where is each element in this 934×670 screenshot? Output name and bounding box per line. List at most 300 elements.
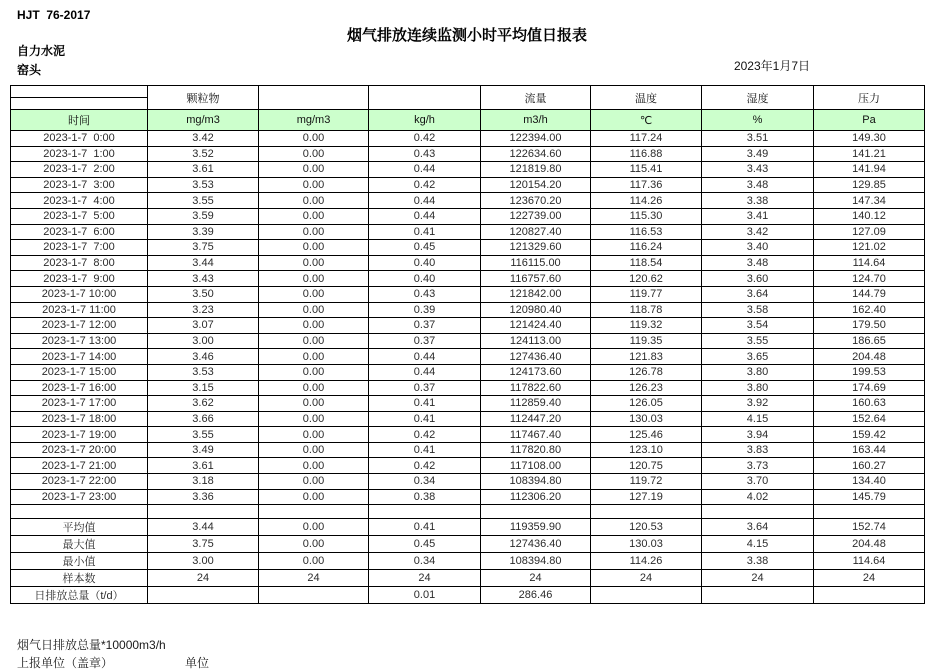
table-row [11,333,925,349]
value-cell: 204.48 [814,349,925,365]
summary-value-cell [702,587,814,604]
value-cell: 122634.60 [481,146,591,162]
time-cell: 2023-1-7 7:00 [11,240,148,256]
table-row [11,208,925,224]
value-cell: 0.00 [259,255,369,271]
value-cell: 159.42 [814,427,925,443]
value-cell: 3.00 [148,333,259,349]
summary-value-cell: 24 [481,570,591,587]
col-header-blank-3 [369,86,481,110]
summary-value-cell: 3.64 [702,519,814,536]
time-cell: 2023-1-7 14:00 [11,349,148,365]
value-cell: 0.00 [259,396,369,412]
unit-header-row [11,110,925,131]
value-cell: 3.42 [148,131,259,147]
table-row [11,302,925,318]
value-cell: 117820.80 [481,442,591,458]
value-cell: 0.45 [369,240,481,256]
value-cell: 127436.40 [481,349,591,365]
value-cell: 3.94 [702,427,814,443]
time-cell: 2023-1-7 22:00 [11,474,148,490]
value-cell: 162.40 [814,302,925,318]
hourly-data-body [11,131,925,505]
value-cell: 121424.40 [481,318,591,334]
time-cell: 2023-1-7 6:00 [11,224,148,240]
value-cell: 3.18 [148,474,259,490]
footer-total-note: 烟气日排放总量*10000m3/h [17,638,166,652]
time-cell: 2023-1-7 12:00 [11,318,148,334]
value-cell: 117.24 [591,131,702,147]
value-cell: 0.39 [369,302,481,318]
value-cell: 0.00 [259,131,369,147]
value-cell: 0.00 [259,318,369,334]
table-row [11,177,925,193]
value-cell: 122739.00 [481,208,591,224]
summary-value-cell: 24 [591,570,702,587]
value-cell: 3.40 [702,240,814,256]
value-cell: 116115.00 [481,255,591,271]
value-cell: 0.44 [369,162,481,178]
report-unit-label: 上报单位（盖章） [17,656,114,670]
value-cell: 0.34 [369,474,481,490]
summary-value-cell: 127436.40 [481,536,591,553]
summary-value-cell: 0.01 [369,587,481,604]
time-cell: 2023-1-7 4:00 [11,193,148,209]
value-cell: 121842.00 [481,286,591,302]
value-cell: 3.61 [148,458,259,474]
time-cell: 2023-1-7 3:00 [11,177,148,193]
summary-row [11,587,925,604]
time-cell: 2023-1-7 5:00 [11,208,148,224]
summary-value-cell: 24 [702,570,814,587]
value-cell: 114.64 [814,255,925,271]
value-cell: 117108.00 [481,458,591,474]
summary-value-cell [814,587,925,604]
value-cell: 0.00 [259,380,369,396]
empty-cell [369,505,481,519]
summary-label-cell: 最小值 [11,553,148,570]
value-cell: 3.53 [148,177,259,193]
summary-value-cell: 24 [369,570,481,587]
value-cell: 116757.60 [481,271,591,287]
summary-body [11,505,925,604]
value-cell: 3.50 [148,286,259,302]
value-cell: 0.44 [369,193,481,209]
value-cell: 3.92 [702,396,814,412]
value-cell: 0.00 [259,458,369,474]
summary-row [11,553,925,570]
table-row [11,380,925,396]
value-cell: 0.00 [259,302,369,318]
time-cell: 2023-1-7 0:00 [11,131,148,147]
summary-value-cell [259,587,369,604]
value-cell: 141.21 [814,146,925,162]
value-cell: 0.37 [369,333,481,349]
summary-value-cell: 4.15 [702,536,814,553]
table-row [11,224,925,240]
value-cell: 112306.20 [481,489,591,505]
table-row [11,427,925,443]
value-cell: 3.80 [702,380,814,396]
value-cell: 0.00 [259,240,369,256]
table-row [11,364,925,380]
value-cell: 0.00 [259,208,369,224]
value-cell: 3.62 [148,396,259,412]
summary-value-cell: 24 [148,570,259,587]
value-cell: 118.54 [591,255,702,271]
value-cell: 112859.40 [481,396,591,412]
value-cell: 0.38 [369,489,481,505]
value-cell: 127.09 [814,224,925,240]
value-cell: 116.88 [591,146,702,162]
value-cell: 163.44 [814,442,925,458]
unit-m3-h: m3/h [481,110,591,131]
value-cell: 0.00 [259,146,369,162]
value-cell: 3.43 [148,271,259,287]
value-cell: 121.02 [814,240,925,256]
col-header-pressure: 压力 [814,86,925,110]
value-cell: 3.75 [148,240,259,256]
value-cell: 3.49 [148,442,259,458]
value-cell: 0.41 [369,396,481,412]
value-cell: 3.38 [702,193,814,209]
table-row [11,318,925,334]
summary-value-cell: 0.00 [259,553,369,570]
unit-label: 单位 [185,656,210,670]
value-cell: 117.36 [591,177,702,193]
value-cell: 121329.60 [481,240,591,256]
value-cell: 141.94 [814,162,925,178]
summary-label-cell: 样本数 [11,570,148,587]
summary-value-cell [591,587,702,604]
value-cell: 0.00 [259,193,369,209]
empty-cell [702,505,814,519]
value-cell: 3.43 [702,162,814,178]
value-cell: 199.53 [814,364,925,380]
value-cell: 160.63 [814,396,925,412]
table-row [11,193,925,209]
summary-value-cell: 3.75 [148,536,259,553]
value-cell: 119.35 [591,333,702,349]
summary-value-cell: 0.45 [369,536,481,553]
value-cell: 3.64 [702,286,814,302]
time-cell: 2023-1-7 9:00 [11,271,148,287]
value-cell: 186.65 [814,333,925,349]
value-cell: 3.46 [148,349,259,365]
summary-value-cell: 286.46 [481,587,591,604]
table-row [11,396,925,412]
standard-code: HJT 76-2017 [17,8,91,22]
time-cell: 2023-1-7 2:00 [11,162,148,178]
time-cell: 2023-1-7 10:00 [11,286,148,302]
value-cell: 3.60 [702,271,814,287]
value-cell: 126.78 [591,364,702,380]
summary-value-cell: 119359.90 [481,519,591,536]
value-cell: 125.46 [591,427,702,443]
value-cell: 3.41 [702,208,814,224]
summary-value-cell: 114.64 [814,553,925,570]
value-cell: 0.41 [369,224,481,240]
value-cell: 0.00 [259,271,369,287]
value-cell: 3.54 [702,318,814,334]
value-cell: 0.44 [369,364,481,380]
value-cell: 3.52 [148,146,259,162]
value-cell: 147.34 [814,193,925,209]
summary-value-cell: 0.00 [259,519,369,536]
unit-pa: Pa [814,110,925,131]
value-cell: 126.05 [591,396,702,412]
value-cell: 160.27 [814,458,925,474]
value-cell: 174.69 [814,380,925,396]
group-header-row [11,86,925,98]
value-cell: 0.44 [369,349,481,365]
summary-value-cell: 130.03 [591,536,702,553]
value-cell: 0.00 [259,333,369,349]
value-cell: 122394.00 [481,131,591,147]
value-cell: 3.44 [148,255,259,271]
value-cell: 124173.60 [481,364,591,380]
value-cell: 4.15 [702,411,814,427]
table-row [11,162,925,178]
report-date: 2023年1月7日 [733,59,810,73]
summary-row [11,570,925,587]
empty-cell [481,505,591,519]
value-cell: 3.73 [702,458,814,474]
value-cell: 3.53 [148,364,259,380]
value-cell: 120.75 [591,458,702,474]
value-cell: 0.42 [369,427,481,443]
value-cell: 108394.80 [481,474,591,490]
time-cell: 2023-1-7 19:00 [11,427,148,443]
unit-celsius: ℃ [591,110,702,131]
value-cell: 3.61 [148,162,259,178]
unit-kg-h: kg/h [369,110,481,131]
col-header-humidity: 湿度 [702,86,814,110]
unit-mg-m3: mg/m3 [148,110,259,131]
value-cell: 145.79 [814,489,925,505]
value-cell: 116.24 [591,240,702,256]
value-cell: 0.43 [369,146,481,162]
col-header-flow: 流量 [481,86,591,110]
value-cell: 3.80 [702,364,814,380]
value-cell: 123.10 [591,442,702,458]
value-cell: 3.55 [702,333,814,349]
value-cell: 149.30 [814,131,925,147]
summary-value-cell: 204.48 [814,536,925,553]
table-row [11,458,925,474]
value-cell: 130.03 [591,411,702,427]
value-cell: 152.64 [814,411,925,427]
value-cell: 140.12 [814,208,925,224]
value-cell: 127.19 [591,489,702,505]
empty-cell [11,505,148,519]
summary-row [11,519,925,536]
value-cell: 0.00 [259,489,369,505]
value-cell: 3.39 [148,224,259,240]
value-cell: 129.85 [814,177,925,193]
summary-label-cell: 平均值 [11,519,148,536]
value-cell: 0.00 [259,162,369,178]
unit-mg-m3-2: mg/m3 [259,110,369,131]
value-cell: 3.49 [702,146,814,162]
table-row [11,489,925,505]
summary-value-cell: 108394.80 [481,553,591,570]
value-cell: 117822.60 [481,380,591,396]
time-cell: 2023-1-7 13:00 [11,333,148,349]
value-cell: 3.83 [702,442,814,458]
value-cell: 0.37 [369,318,481,334]
col-header-time: 时间 [11,110,148,131]
table-row [11,411,925,427]
value-cell: 120980.40 [481,302,591,318]
header-blank-cell-bottom [11,98,148,110]
table-row [11,131,925,147]
col-header-temperature: 温度 [591,86,702,110]
value-cell: 3.36 [148,489,259,505]
time-cell: 2023-1-7 20:00 [11,442,148,458]
value-cell: 0.41 [369,411,481,427]
value-cell: 0.00 [259,286,369,302]
footer-report-unit [17,654,210,670]
value-cell: 0.37 [369,380,481,396]
empty-cell [148,505,259,519]
value-cell: 120154.20 [481,177,591,193]
value-cell: 134.40 [814,474,925,490]
empty-cell [259,505,369,519]
value-cell: 0.42 [369,177,481,193]
summary-label-cell: 日排放总量（t/d） [11,587,148,604]
value-cell: 117467.40 [481,427,591,443]
summary-value-cell: 0.41 [369,519,481,536]
value-cell: 120827.40 [481,224,591,240]
value-cell: 123670.20 [481,193,591,209]
value-cell: 3.42 [702,224,814,240]
report-title: 烟气排放连续监测小时平均值日报表 [346,27,587,44]
value-cell: 0.42 [369,458,481,474]
time-cell: 2023-1-7 8:00 [11,255,148,271]
value-cell: 0.43 [369,286,481,302]
value-cell: 179.50 [814,318,925,334]
summary-label-cell: 最大值 [11,536,148,553]
table-row [11,271,925,287]
summary-value-cell: 24 [259,570,369,587]
value-cell: 0.41 [369,442,481,458]
value-cell: 121.83 [591,349,702,365]
summary-value-cell: 0.00 [259,536,369,553]
emission-report-table [10,85,925,604]
value-cell: 3.15 [148,380,259,396]
time-cell: 2023-1-7 23:00 [11,489,148,505]
value-cell: 3.23 [148,302,259,318]
table-row [11,349,925,365]
value-cell: 115.41 [591,162,702,178]
header-blank-cell-top [11,86,148,98]
value-cell: 0.00 [259,427,369,443]
value-cell: 119.72 [591,474,702,490]
value-cell: 3.55 [148,427,259,443]
company-name: 自力水泥 [17,44,66,58]
value-cell: 0.00 [259,411,369,427]
value-cell: 0.44 [369,208,481,224]
monitoring-point: 窑头 [17,63,42,77]
empty-cell [591,505,702,519]
value-cell: 3.65 [702,349,814,365]
time-cell: 2023-1-7 11:00 [11,302,148,318]
time-cell: 2023-1-7 18:00 [11,411,148,427]
summary-value-cell: 114.26 [591,553,702,570]
value-cell: 126.23 [591,380,702,396]
value-cell: 121819.80 [481,162,591,178]
summary-value-cell [148,587,259,604]
value-cell: 3.07 [148,318,259,334]
value-cell: 114.26 [591,193,702,209]
table-row [11,255,925,271]
value-cell: 3.66 [148,411,259,427]
value-cell: 0.00 [259,224,369,240]
col-header-particulate: 颗粒物 [148,86,259,110]
table-row [11,146,925,162]
table-row [11,442,925,458]
summary-value-cell: 3.38 [702,553,814,570]
summary-value-cell: 0.34 [369,553,481,570]
value-cell: 3.59 [148,208,259,224]
empty-cell [814,505,925,519]
value-cell: 3.48 [702,255,814,271]
time-cell: 2023-1-7 21:00 [11,458,148,474]
value-cell: 116.53 [591,224,702,240]
value-cell: 0.40 [369,271,481,287]
summary-row [11,536,925,553]
value-cell: 119.77 [591,286,702,302]
value-cell: 124.70 [814,271,925,287]
value-cell: 3.51 [702,131,814,147]
value-cell: 0.00 [259,474,369,490]
value-cell: 0.00 [259,442,369,458]
summary-value-cell: 3.00 [148,553,259,570]
value-cell: 3.70 [702,474,814,490]
summary-value-cell: 24 [814,570,925,587]
value-cell: 120.62 [591,271,702,287]
value-cell: 0.40 [369,255,481,271]
value-cell: 112447.20 [481,411,591,427]
spacer-row [11,505,925,519]
col-header-blank-2 [259,86,369,110]
value-cell: 0.00 [259,364,369,380]
time-cell: 2023-1-7 1:00 [11,146,148,162]
value-cell: 115.30 [591,208,702,224]
value-cell: 118.78 [591,302,702,318]
value-cell: 119.32 [591,318,702,334]
summary-value-cell: 3.44 [148,519,259,536]
value-cell: 144.79 [814,286,925,302]
time-cell: 2023-1-7 16:00 [11,380,148,396]
table-row [11,286,925,302]
unit-percent: % [702,110,814,131]
value-cell: 3.48 [702,177,814,193]
summary-value-cell: 120.53 [591,519,702,536]
time-cell: 2023-1-7 17:00 [11,396,148,412]
value-cell: 4.02 [702,489,814,505]
value-cell: 3.58 [702,302,814,318]
value-cell: 0.00 [259,349,369,365]
value-cell: 124113.00 [481,333,591,349]
summary-value-cell: 152.74 [814,519,925,536]
table-row [11,474,925,490]
table-row [11,240,925,256]
value-cell: 0.00 [259,177,369,193]
value-cell: 3.55 [148,193,259,209]
time-cell: 2023-1-7 15:00 [11,364,148,380]
